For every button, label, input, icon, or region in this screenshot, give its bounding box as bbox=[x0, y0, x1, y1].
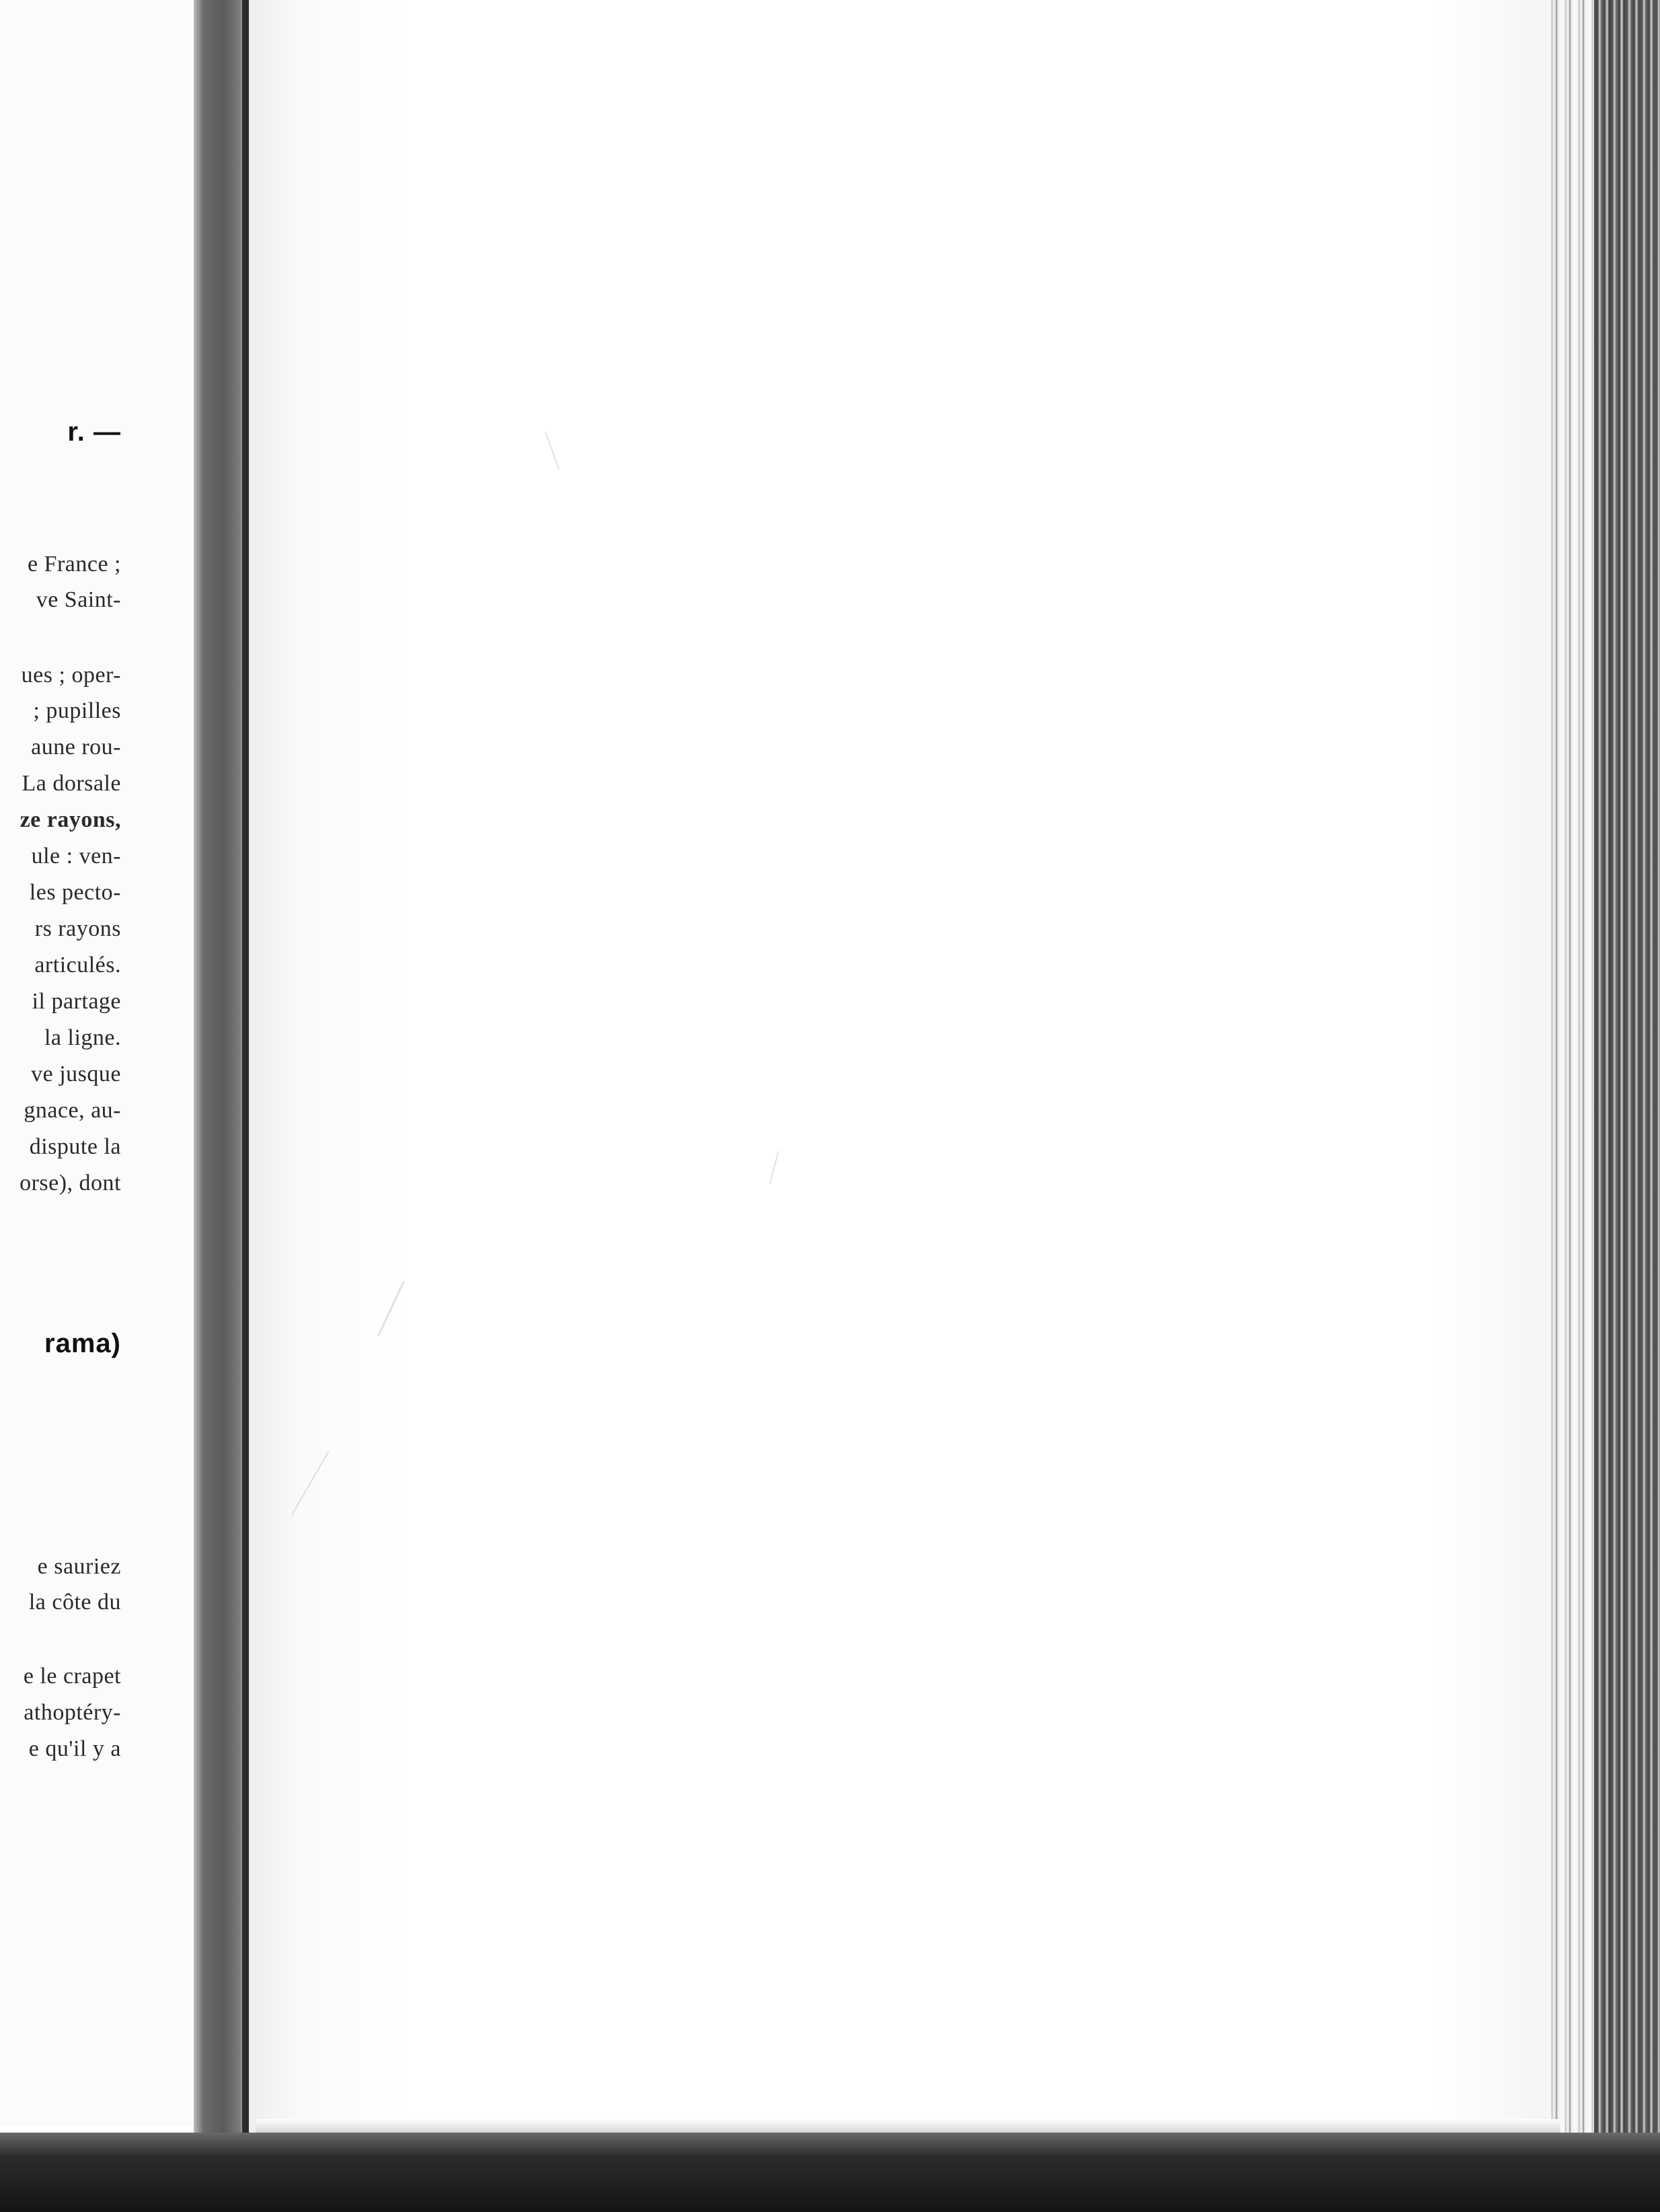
scratch-mark bbox=[769, 1151, 780, 1184]
text-fragment: aune rou- bbox=[31, 735, 121, 760]
scratch-mark bbox=[291, 1451, 330, 1516]
gutter-edge bbox=[242, 0, 249, 2139]
text-fragment: ze rayons, bbox=[20, 807, 121, 832]
text-fragment: gnace, au- bbox=[24, 1098, 121, 1123]
text-fragment: articulés. bbox=[34, 953, 121, 978]
text-fragment: ve jusque bbox=[31, 1062, 121, 1086]
text-fragment: ues ; oper- bbox=[21, 663, 121, 688]
text-fragment: e le crapet bbox=[23, 1664, 121, 1689]
page-stack-shadow bbox=[1594, 0, 1660, 2153]
scratch-mark bbox=[545, 431, 560, 470]
text-fragment: la ligne. bbox=[44, 1025, 121, 1050]
text-fragment: e France ; bbox=[27, 552, 121, 577]
text-fragment: rama) bbox=[44, 1329, 121, 1358]
scratch-mark bbox=[377, 1281, 405, 1337]
text-fragment: les pecto- bbox=[29, 880, 121, 905]
text-fragment: e qu'il y a bbox=[28, 1736, 121, 1761]
text-fragment: La dorsale bbox=[22, 771, 121, 796]
right-page-blank bbox=[249, 0, 1567, 2133]
text-fragment: e sauriez bbox=[37, 1554, 121, 1579]
text-fragment: r. — bbox=[67, 417, 121, 447]
book-gutter bbox=[194, 0, 248, 2139]
left-page bbox=[0, 0, 195, 2126]
text-fragment: orse), dont bbox=[20, 1171, 121, 1195]
text-fragment: ; pupilles bbox=[33, 698, 121, 723]
text-fragment: la côte du bbox=[28, 1590, 121, 1615]
text-fragment: ule : ven- bbox=[31, 844, 121, 869]
text-fragment: athoptéry- bbox=[24, 1700, 121, 1725]
text-fragment: ve Saint- bbox=[36, 587, 121, 612]
text-fragment: dispute la bbox=[29, 1134, 121, 1159]
book-bottom-edge bbox=[0, 2133, 1660, 2212]
text-fragment: il partage bbox=[32, 989, 121, 1014]
text-fragment: rs rayons bbox=[34, 916, 121, 941]
